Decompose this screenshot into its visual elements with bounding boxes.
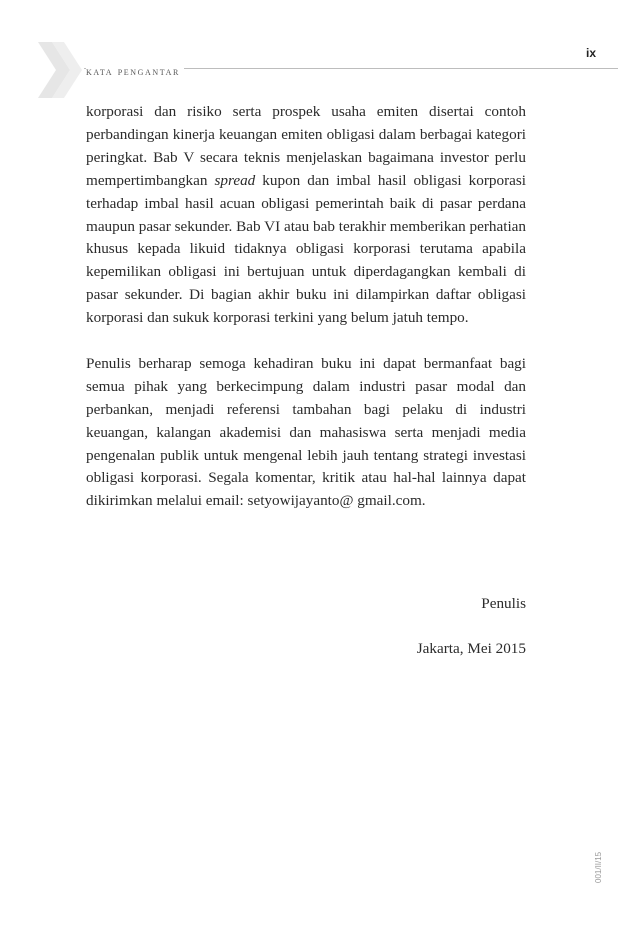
signature-place-date: Jakarta, Mei 2015 — [416, 640, 526, 657]
double-chevron-icon — [38, 42, 82, 98]
page-number: ix — [586, 46, 597, 60]
section-title: kata pengantar — [86, 64, 184, 78]
italic-term: spread — [214, 171, 256, 189]
paragraph-1-part-1: korporasi dan risiko serta prospek usaha emiten disertai contoh perbandingan kinerja keuangan emiten obligasi dalam berbagai kategori peringkat. Bab V secara teknis menjelaskan bagaimana investor perlu mempertimbangkan — [86, 103, 526, 189]
signature-author: Penulis — [481, 595, 526, 612]
paragraph-1 — [86, 101, 526, 330]
paragraph-2: Penulis berharap semoga kehadiran buku ini dapat bermanfaat bagi semua pihak yang berkecimpung dalam industri pasar modal dan perbankan, menjadi referensi tambahan bagi pelaku di industri keuangan, kalangan akademisi dan mahasiswa serta menjadi media pengenalan publik untuk mengenal lebih jauh tentang strategi investasi obligasi korporasi. Segala komentar, kritik atau hal-hal lainnya dapat dikirimkan melalui email: setyowijayanto@ gmail.com. — [86, 354, 526, 510]
side-code: 001/II/15 — [594, 851, 603, 883]
paragraph-1-part-2: kupon dan imbal hasil obligasi korporasi terhadap imbal hasil acuan obligasi pemerintah baik di pasar perdana maupun pasar sekunder. Bab VI atau bab terakhir memberikan perhatian khusus kepada likuid tidaknya obligasi korporasi terutama apabila kepemilikan obligasi ini bertujuan untuk diperdagangkan kembali di pasar sekunder. Di bagian akhir buku ini dilampirkan daftar obligasi korporasi dan sukuk korporasi terkini yang belum jatuh tempo. — [86, 171, 526, 327]
body-text — [86, 101, 526, 536]
